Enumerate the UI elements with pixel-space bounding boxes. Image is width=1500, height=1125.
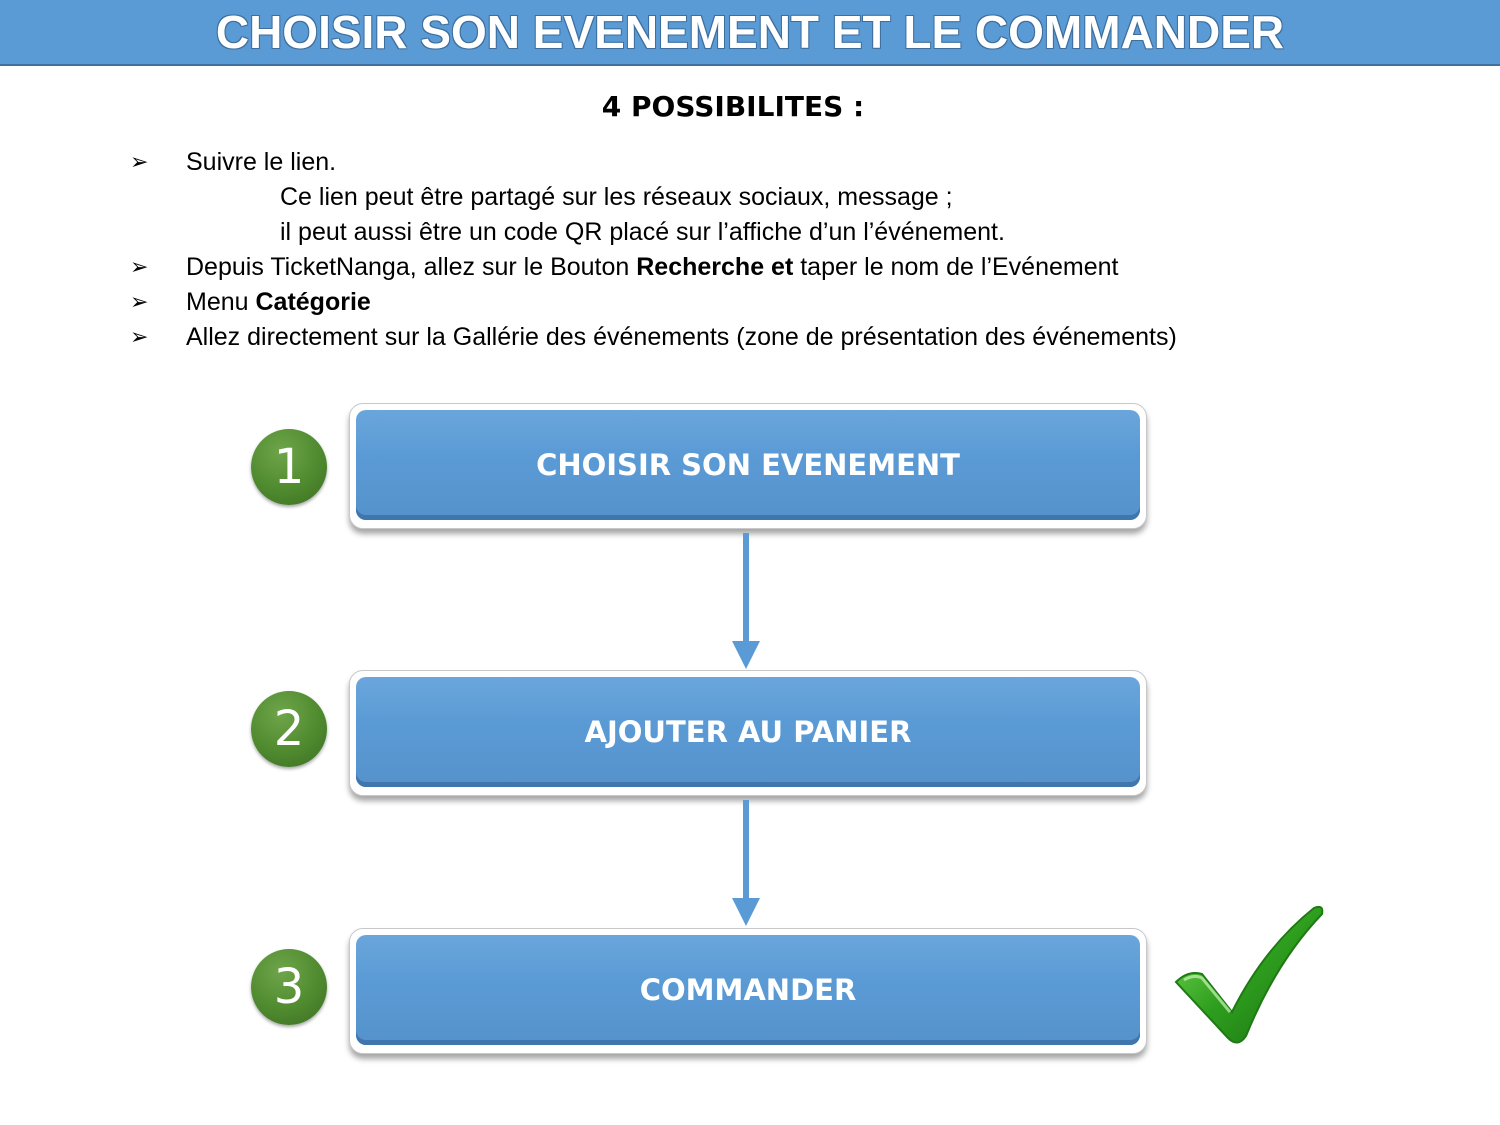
step-number-2: 2 bbox=[251, 691, 327, 767]
step-label: COMMANDER bbox=[639, 973, 857, 1007]
title-banner bbox=[0, 0, 1500, 66]
list-item bbox=[0, 250, 1500, 285]
list-item-continuation bbox=[0, 215, 1500, 250]
bullet-text: Allez directement sur la Gallérie des événements (zone de présentation des événements) bbox=[186, 323, 1177, 351]
down-arrow-icon bbox=[726, 533, 766, 673]
instructions-list bbox=[0, 145, 1500, 355]
step-box-order bbox=[349, 928, 1147, 1054]
step-label: AJOUTER AU PANIER bbox=[584, 715, 912, 749]
step-label: CHOISIR SON EVENEMENT bbox=[536, 448, 960, 482]
bullet-subtext: Ce lien peut être partagé sur les réseaux sociaux, message ; bbox=[280, 183, 953, 211]
list-item-continuation bbox=[0, 180, 1500, 215]
list-item bbox=[0, 320, 1500, 355]
subtitle: 4 POSSIBILITES : bbox=[601, 90, 865, 123]
bullet-text: Depuis TicketNanga, allez sur le Bouton Recherche et taper le nom de l’Evénement bbox=[186, 253, 1119, 281]
step-number-3: 3 bbox=[251, 949, 327, 1025]
arrow-bullet-icon: ➢ bbox=[130, 255, 149, 280]
page-title: CHOISIR SON EVENEMENT ET LE COMMANDER bbox=[215, 6, 1285, 58]
bullet-text: Menu Catégorie bbox=[186, 288, 371, 316]
arrow-bullet-icon: ➢ bbox=[130, 325, 149, 350]
step-box-add-to-cart bbox=[349, 670, 1147, 796]
step-box-choose-event bbox=[349, 403, 1147, 529]
down-arrow-icon bbox=[726, 800, 766, 930]
bullet-subtext: il peut aussi être un code QR placé sur l’affiche d’un l’événement. bbox=[280, 218, 1005, 246]
checkmark-icon bbox=[1168, 900, 1328, 1050]
list-item bbox=[0, 145, 1500, 180]
list-item bbox=[0, 285, 1500, 320]
arrow-bullet-icon: ➢ bbox=[130, 150, 149, 175]
arrow-bullet-icon: ➢ bbox=[130, 290, 149, 315]
step-number-1: 1 bbox=[251, 429, 327, 505]
bullet-text: Suivre le lien. bbox=[186, 148, 337, 176]
